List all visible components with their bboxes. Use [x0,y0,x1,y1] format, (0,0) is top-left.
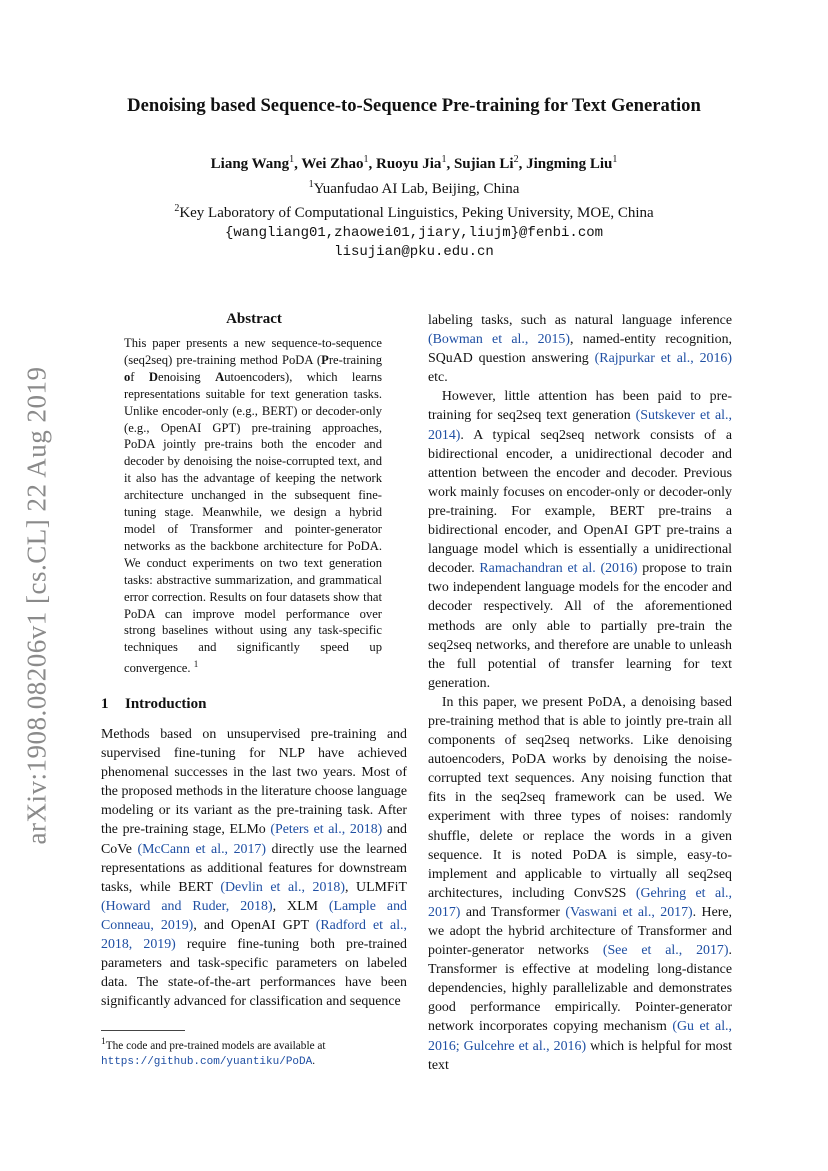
footnote-end: . [312,1054,316,1067]
text-run: . A typical seq2seq network consists of a bidirectional encoder, a unidirectional decoder and attention between the encoder and decoder. Previous work mainly focuses on encoder-only or decoder-only pre-training. For example, BERT pre-trains a bidirectional encoder, and OpenAI GPT pre-trains a language model which is essentially a unidirectional decoder. [428,427,732,577]
author-separator: , [368,156,376,172]
citation-link[interactable]: (Sutskever et al., 2014) [428,408,732,443]
section-heading-introduction [101,696,206,713]
citation-link[interactable]: Ramachandran et al. (2016) [479,561,638,577]
text-run: , ULMFiT [344,879,407,895]
author-name: Liang Wang [210,156,290,172]
arxiv-identifier-text: arXiv:1908.08206v1 [cs.CL] 22 Aug 2019 [21,366,52,844]
affiliation-1-text: Yuanfudao AI Lab, Beijing, China [313,180,520,197]
right-column [428,311,732,1075]
citation-link[interactable]: (Vaswani et al., 2017) [565,904,693,920]
author-affiliation-mark: 1 [612,154,618,165]
text-run: , and OpenAI GPT [193,917,316,933]
author-names [60,150,768,175]
affiliation-2-mark: 2 [174,203,180,214]
footnote-text: The code and pre-trained models are available at [105,1039,326,1052]
author-emails-2: lisujian@pku.edu.cn [334,244,494,260]
right-column-paragraph [428,387,732,693]
author-affiliation-mark: 1 [441,154,447,165]
bold-letter: P [321,352,329,367]
abstract-paragraph [124,335,382,677]
right-column-paragraph [428,311,732,387]
citation-link[interactable]: (Gehring et al., 2017) [428,885,732,920]
text-run: f [130,369,149,384]
text-run: utoencoders), which learns representations suitable for text generation tasks. Unlike encoder-only (e.g., BERT) or decoder-only (e.g., OpenAI GPT) pre-training approaches, PoDA jointly pre-trains both the encoder and decoder by denoising the noise-corrupted text, and it also has the advantage of keeping the network architecture unchanged in the subsequent fine-tuning stage. Meanwhile, we design a hybrid model of Transformer and pointer-generator networks as the backbone architecture for PoDA. We conduct experiments on two text generation tasks: abstractive summarization, and grammatical error correction. Results on four datasets show that PoDA can improve model performance over strong baselines without using any task-specific techniques and significantly speed up convergence. [124,369,383,676]
section-title: Introduction [125,696,207,712]
text-run: which is helpful for most text [428,1038,732,1073]
footnote-rule [101,1030,185,1031]
footnote-reference: 1 [193,659,199,670]
citation-link[interactable]: (McCann et al., 2017) [137,841,266,857]
abstract-body [124,335,382,677]
text-run: enoising [158,369,216,384]
citation-link[interactable]: (Gu et al., 2016; Gulcehre et al., 2016) [428,1019,732,1054]
author-separator: , [294,156,302,172]
text-run: and CoVe [101,822,407,857]
text-run: . Transformer is effective at modeling long-distance dependencies, highly parallelizable and demonstrates good performance empirically. Pointer-generator network incorporates copying mechanism [428,943,732,1035]
author-affiliation-mark: 2 [513,154,519,165]
text-run: and Transformer [460,904,566,920]
text-run: . Here, we adopt the hybrid architecture of Transformer and pointer-generator networks [428,904,733,959]
introduction-left-column [101,725,407,1011]
affiliation-2-text: Key Laboratory of Computational Linguistics, Peking University, MOE, China [179,205,654,221]
text-run: propose to train two independent language models for the encoder and decoder respectively. All of the aforementioned methods are only able to partially pre-train the seq2seq networks, and therefore are unable to unleash the full potential of transfer learning for text generation. [428,561,733,691]
author-name: Jingming Liu [526,156,613,172]
citation-link[interactable]: (Rajpurkar et al., 2016) [594,351,732,367]
footnote-mark: 1 [101,1037,106,1047]
author-separator: , [518,156,527,172]
text-run: , named-entity recognition, SQuAD question answering [428,332,733,367]
citation-link[interactable]: (See et al., 2017) [602,943,729,959]
author-emails-1: {wangliang01,zhaowei01,jiary,liujm}@fenbi.com [224,224,604,241]
text-run: require fine-tuning both pre-trained parameters and task-specific parameters on labeled data. The state-of-the-art performances have been significantly advanced for classification and sequence [101,937,407,1010]
author-name: Ruoyu Jia [376,156,442,172]
text-run: Methods based on unsupervised pre-training and supervised fine-tuning for NLP have achieved phenomenal successes in the last two years. Most of the proposed methods in the literature choose language modeling or its variant as the pre-training task. After the pre-training stage, ELMo [101,727,407,838]
citation-link[interactable]: (Peters et al., 2018) [270,822,383,838]
affiliation-1-mark: 1 [308,178,314,190]
text-run: , XLM [272,898,329,914]
affiliation-1 [60,175,768,200]
abstract-heading: Abstract [226,311,282,327]
citation-link[interactable]: (Devlin et al., 2018) [220,879,345,895]
right-column-paragraph [428,693,732,1075]
author-affiliation-mark: 1 [289,154,295,165]
text-run: In this paper, we present PoDA, a denoising based pre-training method that is able to jointly pre-train all components of seq2seq networks. Like denoising autoencoders, PoDA works by denoising the noise-corrupted text sequences. Any noising function that fits in the seq2seq framework can be used. We experiment with three types of noises: randomly shuffle, delete or replace the words in a given sequence. It is noted PoDA is simple, easy-to-implement and applicable to virtually all seq2seq architectures, including ConvS2S [428,694,732,901]
citation-link[interactable]: (Lample and Conneau, 2019) [101,898,407,933]
author-affiliation-mark: 1 [363,154,369,165]
citation-link[interactable]: (Howard and Ruder, 2018) [101,898,273,914]
author-name: Sujian Li [453,156,514,172]
citation-link[interactable]: (Radford et al., 2018, 2019) [101,917,407,953]
author-separator: , [446,156,454,172]
text-run: labeling tasks, such as natural language inference [428,313,732,328]
bold-letter: A [215,369,225,384]
section-number: 1 [101,696,109,712]
arxiv-identifier-stamp [22,355,52,855]
paper-title: Denoising based Sequence-to-Sequence Pre-training for Text Generation [127,95,701,116]
bold-letter: D [148,369,158,384]
author-name: Wei Zhao [301,156,364,172]
text-run: directly use the learned representations as additional features for downstream tasks, while BERT [101,841,407,895]
text-run: etc. [428,370,448,386]
affiliation-2 [60,199,768,224]
footnote [101,1035,407,1070]
text-run: However, little attention has been paid to pre-training for seq2seq text generation [428,389,732,424]
text-run: This paper presents a new sequence-to-sequence (seq2seq) pre-training method PoDA ( [124,336,382,367]
text-run: re-training [328,352,382,367]
citation-link[interactable]: (Bowman et al., 2015) [428,332,570,348]
author-block [60,150,768,263]
bold-letter: o [124,369,131,384]
introduction-paragraph-1 [101,725,407,1011]
footnote-code-link[interactable]: https://github.com/yuantiku/PoDA [101,1055,313,1068]
